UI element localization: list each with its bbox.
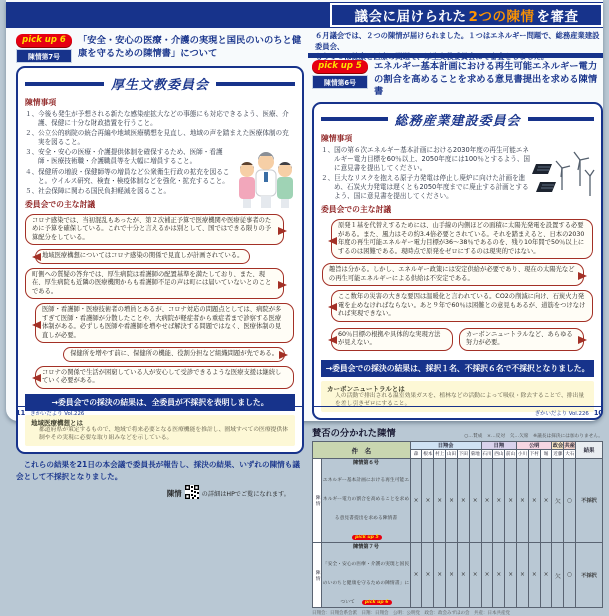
vote-cell: × bbox=[517, 459, 529, 543]
speech-bubble: ここ数年の災害の大きな要因は温暖化と言われている。CO2の削減に向け、石炭火力発電を止めなければならない。あと９年で60％は困難との意見もあるが、道筋をつけなければ実現できない。 bbox=[331, 290, 593, 322]
right-petition-title: エネルギー基本計画における再生可能エネルギー電力の割合を高めることを求める意見書提出を求める陳情書 bbox=[374, 61, 598, 98]
table-row bbox=[313, 543, 603, 608]
member-name-header: 西山 bbox=[493, 450, 505, 459]
main-headline bbox=[330, 3, 603, 27]
bubble-row bbox=[321, 326, 594, 355]
speech-bubble: カーボンニュートラルなど、あらゆる努力が必要。 bbox=[459, 328, 584, 351]
left-glossary-note bbox=[25, 415, 295, 447]
member-name-header: 山田 bbox=[446, 450, 458, 459]
vote-cell: × bbox=[528, 459, 540, 543]
left-vote-result-banner: →委員会での採決の結果は、全委員が不採択を表明しました。 bbox=[25, 394, 295, 411]
party-group-header: 共産 bbox=[564, 443, 575, 450]
party-group-header: 日翔会 bbox=[410, 442, 481, 450]
headline-text-pre: 議会に届けられた bbox=[354, 9, 467, 25]
member-name-header: 石川 bbox=[481, 450, 493, 459]
result-cell: 不採択 bbox=[576, 543, 603, 608]
vote-cell: × bbox=[505, 543, 517, 608]
petition-number-badge: 陳情第7号 bbox=[16, 49, 72, 63]
vote-cell: × bbox=[481, 459, 493, 543]
pickup-badge: pick up 5 bbox=[312, 60, 368, 73]
speech-bubble: 地域医療構想についてはコロナ感染の関係で見直しが計画されている。 bbox=[35, 249, 250, 264]
vote-cell: × bbox=[434, 543, 446, 608]
member-name-header: 小川 bbox=[517, 450, 529, 459]
vote-cell: × bbox=[422, 543, 434, 608]
vote-cell: × bbox=[457, 543, 469, 608]
medical-staff-illustration bbox=[237, 148, 295, 213]
member-name-header: 村上 bbox=[434, 450, 446, 459]
vote-cell: × bbox=[422, 459, 434, 543]
vote-cell: × bbox=[410, 543, 422, 608]
subtitle-divider bbox=[308, 53, 603, 58]
vote-cell: × bbox=[493, 543, 505, 608]
vote-table-headrow bbox=[312, 425, 603, 439]
table-row bbox=[313, 459, 603, 543]
vote-cell: × bbox=[469, 543, 481, 608]
speech-bubble: 60％目標の根拠や具体的な実現方法が見えない。 bbox=[331, 328, 453, 351]
right-committee-name: 総務産業建設委員会 bbox=[394, 113, 521, 129]
left-page-footer bbox=[16, 406, 304, 417]
headline-text-post: を審査 bbox=[536, 9, 579, 25]
vote-table-title: 賛否の分かれた陳情 bbox=[312, 428, 396, 440]
member-name-header: 菊地 bbox=[469, 450, 481, 459]
qr-code-icon bbox=[185, 484, 199, 503]
hp-label: 陳情 bbox=[166, 489, 182, 499]
member-name-header: 下村 bbox=[528, 450, 540, 459]
left-pickup-header bbox=[16, 34, 304, 63]
petition-item: ４、保健所の増設・保健師等の増員など公衆衛生行政の拡充を図ること。ウイルス研究、検査・検疫体制などを強化・拡充すること。 bbox=[25, 167, 230, 185]
vote-cell: × bbox=[540, 543, 552, 608]
row-category-label: 陳情 bbox=[313, 459, 322, 543]
headline-text-highlight: 2つの陳情 bbox=[468, 9, 535, 25]
right-discussion-heading: 委員会での主な討議 bbox=[321, 205, 392, 215]
petition-item: ３、安全・安心の医療・介護提供体制を確保するため、医師・看護師・医療技術職・介護職員等を大幅に増員すること。 bbox=[25, 148, 223, 166]
right-badge-stack bbox=[312, 60, 368, 89]
hp-info-row bbox=[16, 484, 304, 503]
party-group-header: 日翔 bbox=[481, 442, 516, 450]
committee-rule-right bbox=[528, 117, 595, 121]
vote-cell: × bbox=[540, 459, 552, 543]
subtitle-line-1: ６月議会では、２つの陳情が届けられました。１つはエネルギー問題で、総務産業建設委員会、 bbox=[315, 31, 600, 51]
petition-subject-cell bbox=[322, 543, 410, 608]
petition-subject-text: 「安全・安心の医療・介護の実現と国民のいのちと健康を守るための陳情書」について bbox=[322, 562, 410, 606]
right-pickup-header bbox=[312, 60, 603, 99]
right-page bbox=[312, 60, 603, 616]
party-group-header: 公明 bbox=[517, 442, 552, 450]
right-vote-result-banner: →委員会での採決の結果は、採択１名、不採択６名で不採択となりました。 bbox=[321, 360, 594, 377]
vote-cell: × bbox=[517, 543, 529, 608]
pickup-tag: pick up 5 bbox=[352, 535, 382, 540]
member-name-header: 根本 bbox=[422, 450, 434, 459]
petition-item: ２、巨大なリスクを抱える原子力発電は停止し廃炉に向けた計画を進め、石炭火力発電は遅くとも2050年度までに廃止する計画とするよう、国に意見書を提出してください。 bbox=[321, 173, 529, 201]
speech-bubble: 原発１基を代替えするためには、山手線の内側ほどの面積に太陽光発電を設置する必要がある。また、風力はその約3.4倍必要とされている。それを踏まえると、日本の2030年度の再生可能エネルギー電力目標が36～38％であるのを、残り10年間で50％以上にするのは困難である。現時点で原発をゼロにするのは現実的ではない。 bbox=[331, 219, 593, 259]
table-footnote: 日翔会：日翔会系会派 日翔：日翔会 公明：公明党 政会：政会みずほの会 共産：日本共産党 bbox=[312, 611, 510, 616]
left-committee-header bbox=[25, 74, 295, 93]
member-name-header: 大石 bbox=[564, 450, 576, 459]
petition-no-text: 陳情第７号 bbox=[352, 544, 379, 551]
party-group-header: 政会 bbox=[552, 443, 564, 450]
vote-cell: × bbox=[410, 459, 422, 543]
committee-rule-right bbox=[216, 82, 295, 86]
speech-bubble: 町側への質疑の答弁では、厚生病院は看護師の配置基準を満たしており、また、現在、厚生病院も近隣の医療機関からも看護師不足の声は町には届いていないとのことである。 bbox=[25, 268, 284, 300]
subject-column-header: 件 名 bbox=[313, 442, 411, 459]
vote-cell: × bbox=[457, 459, 469, 543]
member-name-header: 堀 bbox=[540, 450, 552, 459]
speech-bubble: 医師・看護師・医療技術者の増員とあるが、コロナ対応の問題点としては、病院が多すぎて医師・看護師が分散したことや、大病院が軽症者から重症者まで診察する医療体制がある。必ずしも医師や看護師を増やせば解決する問題ではなく、医療体制の見直しが必要。 bbox=[35, 303, 294, 343]
right-committee-box bbox=[312, 102, 603, 421]
speech-bubble: 保健所を増やす前に、保健所の機能、役割分担など組織問題が先である。 bbox=[63, 347, 285, 362]
left-items-heading: 陳情事項 bbox=[25, 98, 57, 107]
vote-table-legend: ○…賛成 ×…反対 欠…欠席 ※議長は採決には加わりません。 bbox=[464, 434, 603, 440]
left-page bbox=[16, 34, 304, 503]
result-cell: 不採択 bbox=[576, 459, 603, 543]
result-column-header: 結果 bbox=[576, 442, 603, 459]
vote-cell: ○ bbox=[564, 459, 576, 543]
petition-number-badge: 陳情第6号 bbox=[312, 75, 368, 89]
renewable-energy-illustration bbox=[534, 146, 594, 207]
vote-cell: × bbox=[505, 459, 517, 543]
petition-item: ２、公立公的病院の統合再編や地域医療構想を見直し、地域の声を踏まえた医療体制の充実を図ること。 bbox=[25, 129, 289, 147]
member-name-header: 森 bbox=[410, 450, 422, 459]
closing-paragraph: これらの結果を21日の本会議で委員長が報告し、採決の結果、いずれの陳情も議会として不採択となりました。 bbox=[16, 460, 300, 481]
vote-table bbox=[312, 441, 603, 608]
left-badge-stack bbox=[16, 34, 72, 63]
pickup-tag: pick up 6 bbox=[362, 600, 392, 605]
vote-cell: 欠 bbox=[552, 543, 564, 608]
left-committee-box bbox=[16, 66, 304, 454]
row-category-label: 陳情 bbox=[313, 543, 322, 608]
note-title: 地域医療構想とは bbox=[31, 418, 83, 427]
right-items-heading: 陳情事項 bbox=[321, 133, 353, 143]
note-body: 人の活動で排出される温室効果ガスを、植林などの活動によって吸収・除去することで、排出量を差し引きゼロにすること。 bbox=[335, 392, 585, 407]
speech-bubble: 趣旨は分かる。しかし、エネルギー政策には安定供給が必要であり、現在の太陽光などの再生可能エネルギーによる供給は不安定である。 bbox=[322, 263, 584, 286]
member-name-header: 近藤 bbox=[552, 450, 564, 459]
pickup-badge: pick up 6 bbox=[16, 34, 72, 47]
note-body: 都道府県が策定するもので、地域で将来必要となる医療機能を推計し、圏域すべての医療提供体制やその実現に必要な取り組みなどを示している。 bbox=[39, 426, 289, 441]
petition-no-text: 陳情第６号 bbox=[352, 460, 379, 467]
vote-cell: 欠 bbox=[552, 459, 564, 543]
left-discussion-heading: 委員会での主な討議 bbox=[25, 199, 96, 209]
petition-item: １、今後も発生が予想される新たな感染症拡大などの事態にも対応できるよう、医療、介護、保健に十分な財政措置を行うこと。 bbox=[25, 110, 289, 128]
vote-cell: × bbox=[481, 543, 493, 608]
speech-bubble: コロナ感染では、当初混乱もあったが、第２次補正予算で医療機関や医療従事者のために予算を確保している。これで十分と言えるかは別として、国ではできる限りの予算配分をしている。 bbox=[25, 214, 284, 246]
vote-cell: × bbox=[469, 459, 481, 543]
petition-item: １、国の第６次エネルギー基本計画における2030年度の再生可能エネルギー電力目標を60％以上、2050年度には100％とするよう、国に意見書を提出してください。 bbox=[321, 145, 531, 172]
hp-text: の詳細はHPでご覧になれます。 bbox=[201, 491, 290, 499]
member-name-header: 前山 bbox=[505, 450, 517, 459]
petition-subject-text: エネルギー基本計画における再生可能エネルギー電力の割合を高めることを求める意見書提出を求める陳情書 bbox=[322, 478, 410, 522]
petition-subject-cell bbox=[322, 459, 410, 543]
left-petition-items bbox=[25, 110, 295, 196]
vote-cell: × bbox=[446, 543, 458, 608]
speech-bubble: コロナの関係で生活が困窮している人が安心して受診できるような医療支援は継続していく必要がある。 bbox=[35, 366, 294, 389]
left-committee-name: 厚生文教委員会 bbox=[111, 78, 210, 93]
right-page-number: 10 bbox=[593, 409, 603, 417]
right-page-footer bbox=[313, 406, 603, 417]
member-name-header: 下田 bbox=[457, 450, 469, 459]
left-petition-title: 「安全・安心の医療・介護の実現と国民のいのちと健康を守るための陳情書」について bbox=[78, 35, 302, 59]
left-page-number: 11 bbox=[16, 409, 26, 417]
committee-rule-left bbox=[25, 82, 104, 86]
right-footer-text: ぎかいだより Vol.226 bbox=[534, 411, 589, 417]
vote-cell: ○ bbox=[564, 543, 576, 608]
committee-rule-left bbox=[321, 117, 388, 121]
note-title: カーボンニュートラルとは bbox=[327, 384, 405, 393]
petition-item: ５、社会保障に関わる国民負担軽減を図ること。 bbox=[25, 186, 171, 195]
vote-cell: × bbox=[528, 543, 540, 608]
vote-cell: × bbox=[446, 459, 458, 543]
left-footer-text: ぎかいだより Vol.226 bbox=[30, 411, 85, 417]
right-petition-items bbox=[321, 146, 594, 202]
right-committee-header bbox=[321, 110, 594, 129]
vote-cell: × bbox=[493, 459, 505, 543]
vote-cell: × bbox=[434, 459, 446, 543]
vote-table-section bbox=[312, 425, 603, 616]
